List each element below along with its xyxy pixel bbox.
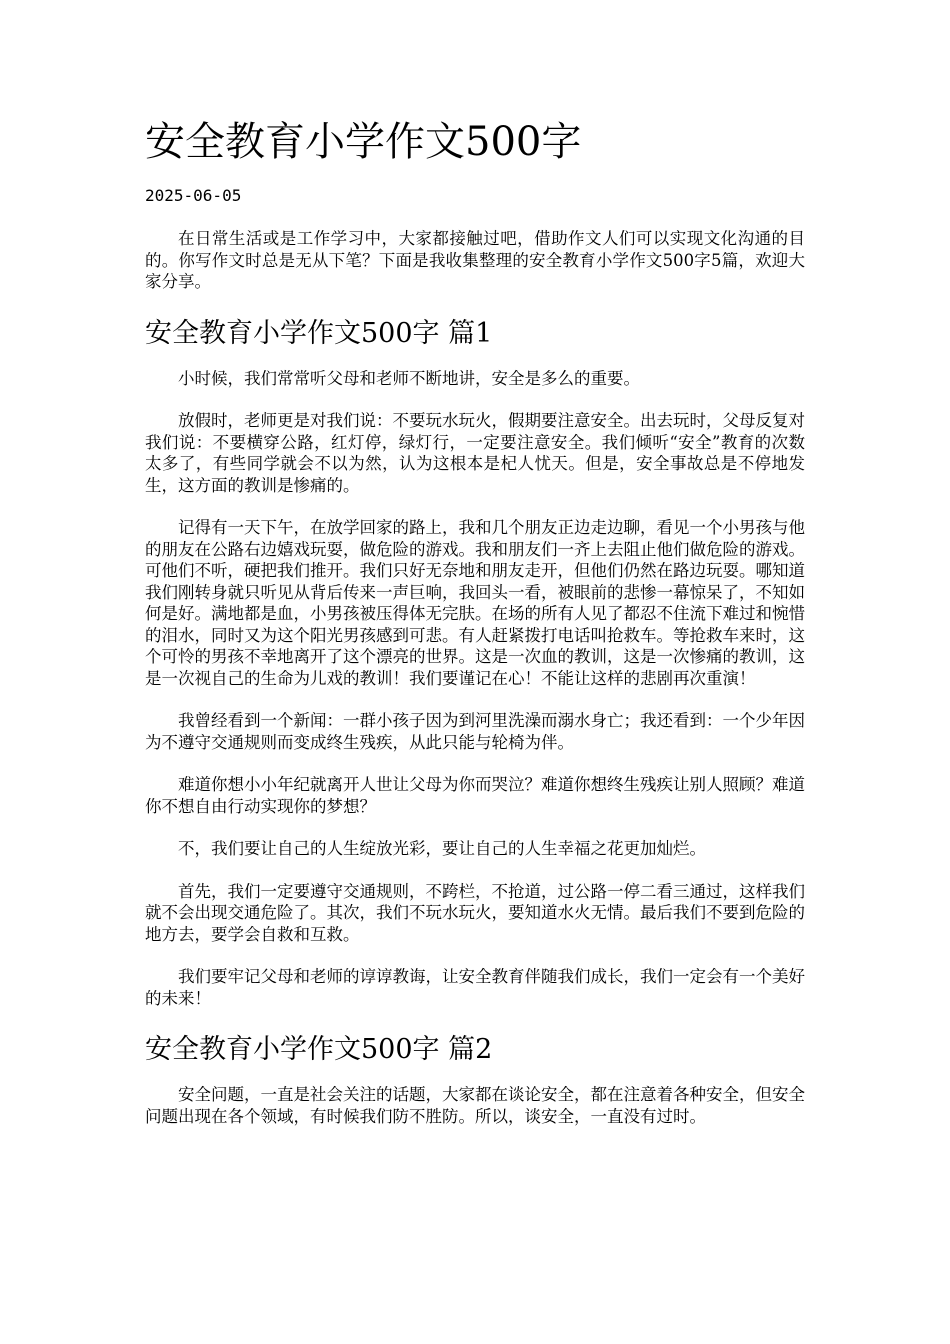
paragraph: 我曾经看到一个新闻：一群小孩子因为到河里洗澡而溺水身亡；我还看到：一个少年因为不遵守交通规则而变成终生残疾，从此只能与轮椅为伴。 bbox=[145, 711, 805, 752]
document-title: 安全教育小学作文500字 bbox=[145, 119, 582, 165]
intro-paragraph: 在日常生活或是工作学习中，大家都接触过吧，借助作文人们可以实现文化沟通的目的。你写作文时总是无从下笔？下面是我收集整理的安全教育小学作文500字5篇，欢迎大家分享。 bbox=[145, 229, 805, 291]
paragraph: 首先，我们一定要遵守交通规则，不跨栏，不抢道，过公路一停二看三通过，这样我们就不会出现交通危险了。其次，我们不玩水玩火，要知道水火无情。最后我们不要到危险的地方去，要学会自救和互救。 bbox=[145, 881, 805, 944]
paragraph: 放假时，老师更是对我们说：不要玩水玩火，假期要注意安全。出去玩时，父母反复对我们说：不要横穿公路，红灯停，绿灯行，一定要注意安全。我们倾听“安全”教育的次数太多了，有些同学就会不以为然，认为这根本是杞人忧天。但是，安全事故总是不停地发生，这方面的教训是惨痛的。 bbox=[145, 411, 805, 495]
paragraph: 安全问题，一直是社会关注的话题，大家都在谈论安全，都在注意着各种安全，但安全问题出现在各个领域，有时候我们防不胜防。所以，谈安全，一直没有过时。 bbox=[145, 1085, 805, 1126]
paragraph: 小时候，我们常常听父母和老师不断地讲，安全是多么的重要。 bbox=[178, 368, 640, 388]
paragraph: 难道你想小小年纪就离开人世让父母为你而哭泣？难道你想终生残疾让别人照顾？难道你不想自由行动实现你的梦想？ bbox=[145, 775, 805, 816]
paragraph: 我们要牢记父母和老师的谆谆教诲，让安全教育伴随我们成长，我们一定会有一个美好的未来！ bbox=[145, 967, 805, 1008]
paragraph: 不，我们要让自己的人生绽放光彩，要让自己的人生幸福之花更加灿烂。 bbox=[178, 839, 706, 858]
paragraph: 记得有一天下午，在放学回家的路上，我和几个朋友正边走边聊，看见一个小男孩与他的朋友在公路右边嬉戏玩耍，做危险的游戏。我和朋友们一齐上去阻止他们做危险的游戏。可他们不听，硬把我们推开。我们只好无奈地和朋友走开，但他们仍然在路边玩耍。哪知道我们刚转身就只听见从背后传来一声巨响，我回头一看，被眼前的悲惨一幕惊呆了，不知如何是好。满地都是血，小男孩被压得体无完肤。在场的所有人见了都忍不住流下难过和惋惜的泪水，同时又为这个阳光男孩感到可悲。有人赶紧拨打电话叫抢救车。等抢救车来时，这个可怜的男孩不幸地离开了这个漂亮的世界。这是一次血的教训，这是一次惨痛的教训，这是一次视自己的生命为儿戏的教训！我们要谨记在心！不能让这样的悲剧再次重演！ bbox=[145, 518, 805, 688]
section-heading-1: 安全教育小学作文500字 篇1 bbox=[145, 317, 493, 349]
document-page bbox=[145, 112, 805, 1148]
publish-date: 2025-06-05 bbox=[145, 186, 242, 205]
section-heading-2: 安全教育小学作文500字 篇2 bbox=[145, 1034, 493, 1065]
